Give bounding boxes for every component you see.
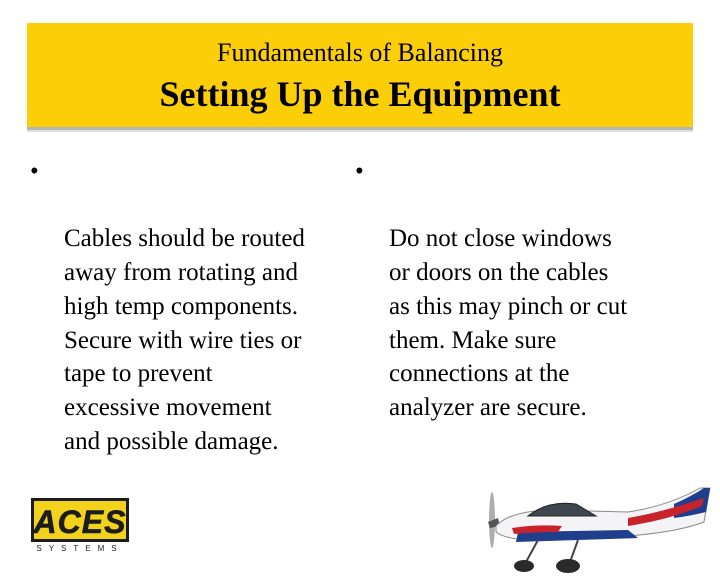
left-column [30, 155, 350, 458]
slide-title: Setting Up the Equipment [159, 74, 561, 114]
title-band [27, 23, 693, 127]
bullet-marker: • [355, 158, 364, 185]
slide-subtitle: Fundamentals of Balancing [217, 38, 503, 67]
front-wheel [514, 560, 534, 572]
bullet-item [30, 155, 350, 458]
canopy [528, 503, 596, 516]
aces-systems-logo [30, 497, 130, 553]
bullet-text: Do not close windows or doors on the cables as this may pinch or cut them. Make sure connections at the analyzer are secure. [389, 225, 628, 421]
logo-text: ACES [33, 504, 127, 540]
main-gear-strut [570, 540, 578, 562]
main-wheel [556, 559, 580, 573]
right-column [355, 155, 695, 425]
front-gear-strut [526, 540, 538, 562]
bullet-item [355, 155, 695, 425]
airplane-image [478, 482, 720, 576]
propeller-icon [488, 492, 500, 548]
bullet-marker: • [30, 158, 39, 185]
bullet-text: Cables should be routed away from rotating and high temp components. Secure with wire ties or tape to prevent excessive movement and possible damage. [64, 225, 305, 455]
logo-subtext: SYSTEMS [36, 544, 124, 553]
